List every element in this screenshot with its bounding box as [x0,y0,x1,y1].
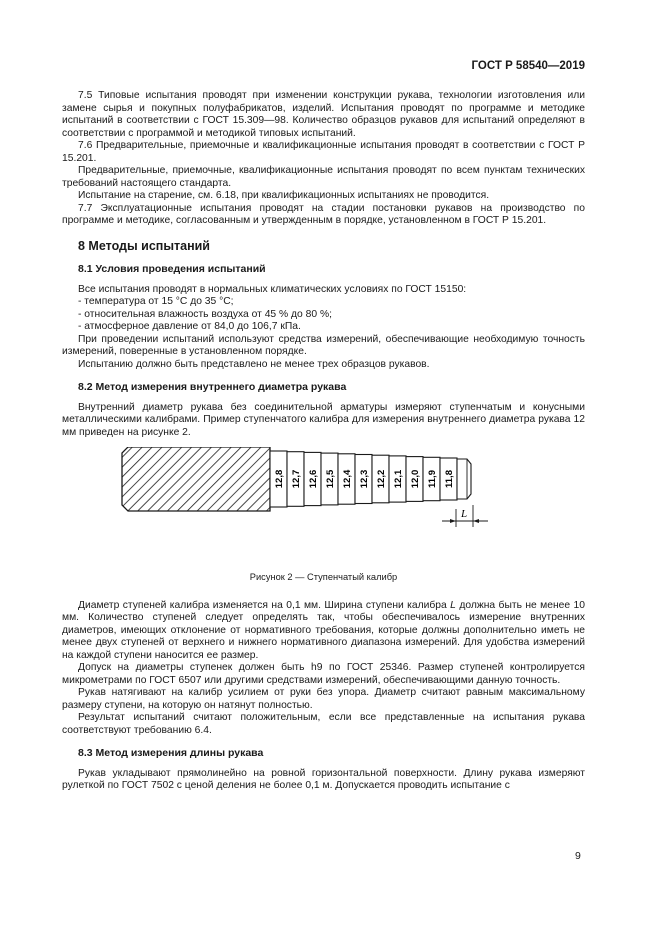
paragraph-7-5: 7.5 Типовые испытания проводят при изменении конструкции рукава, технологии изготовления или замене сырья и покупных полуфабрикатов, изделий. Испытания проводят по программе и методике испытаний в соответствии с ГОСТ 15.309—98. Количество образцов рукавов для испытаний определяют в соответствии с программой и методикой типовых испытаний. [62,90,585,139]
list-item-pressure: - атмосферное давление от 84,0 до 106,7 кПа. [78,321,301,332]
gauge-step-label: 12,3 [359,469,370,489]
section-8-3-title: 8.3 Метод измерения длины рукава [78,747,264,759]
gauge-step-label: 12,7 [291,469,302,489]
section-8-2-title: 8.2 Метод измерения внутреннего диаметра рукава [78,381,347,393]
step-width-symbol: L [450,599,456,611]
gauge-step-label: 12,8 [274,469,285,489]
list-item-humidity: - относительная влажность воздуха от 45 % до 80 %; [78,308,332,320]
paragraph-8-3-procedure: Рукав укладывают прямолинейно на ровной горизонтальной поверхности. Длину рукава измеряют рулеткой по ГОСТ 7502 с ценой деления не более 0,1 м. Допускается проводить испытание с [62,767,585,791]
gauge-step-label: 12,1 [393,469,404,489]
gauge-step-label: 12,0 [410,469,421,489]
step-diameter-text-start: Диаметр ступеней калибра изменяется на 0,1 мм. Ширина ступени калибра [78,599,451,611]
gauge-handle [122,447,270,511]
dimension-L [442,505,488,527]
dimension-L-label: L [460,508,468,520]
gauge-step-label: 11,9 [427,470,438,488]
page-content [62,90,585,793]
paragraph-8-2-procedure: Рукав натягивают на калибр усилием от руки без упора. Диаметр считают равным максимальному размеру ступени, на которую он натянут полностью. [62,687,585,711]
paragraph-8-1-samples: Испытанию должно быть представлено не менее трех образцов рукавов. [78,358,430,370]
paragraph-8-2-intro: Внутренний диаметр рукава без соединительной арматуры измеряют ступенчатым и конусными металлическими калибрами. Пример ступенчатого калибра для измерения внутреннего диаметра рукава 12 мм приведен на рисунке 2. [62,401,585,438]
list-item-temperature: - температура от 15 °С до 35 °С; [78,296,234,307]
gauge-step-label: 12,6 [308,469,319,489]
section-8-title: 8 Методы испытаний [78,238,210,253]
paragraph-7-6-qualification: Предварительные, приемочные, квалификационные испытания проводят по всем пунктам технических требований настоящего стандарта. [62,165,585,189]
paragraph-8-2-step-diameter [62,600,585,663]
paragraph-8-1-instruments: При проведении испытаний используют средства измерений, обеспечивающие необходимую точность измерений, поверенные в установленном порядке. [62,333,585,357]
paragraph-7-7: 7.7 Эксплуатационные испытания проводят на стадии постановки рукавов на производство по программе и методике, согласованным и утвержденным в порядке, установленном в ГОСТ Р 15.201. [62,202,585,226]
paragraph-7-6-aging: Испытание на старение, см. 6.18, при квалификационных испытаниях не проводится. [78,190,490,201]
gauge-tip [457,459,471,499]
step-diameter-text-end: должна быть не менее 10 мм. Количество ступеней следует определять так, чтобы обеспечивалось измерение внутренних диаметров, имеющих отклонение от нормативного требования, которые должны дополнительно иметь не менее двух ступеней от верхнего и нижнего нормативного диапазона измерений. Для удобства измерений на каждой ступени наносится ее размер. [62,599,585,661]
figure-step-gauge [62,447,585,565]
step-gauge-drawing [112,447,512,565]
gauge-step-label: 11,8 [444,470,455,488]
paragraph-8-1-intro: Все испытания проводят в нормальных климатических условиях по ГОСТ 15150: [78,283,467,295]
paragraph-8-2-tolerance: Допуск на диаметры ступенек должен быть h9 по ГОСТ 25346. Размер ступеней контролируется микрометрами по ГОСТ 6507 или другими средствами измерений, обеспечивающими данную точность. [62,662,585,686]
gauge-step-label: 12,2 [376,469,387,489]
section-8-1-title: 8.1 Условия проведения испытаний [78,263,266,275]
page-number: 9 [575,850,581,862]
gauge-step-label: 12,4 [342,469,353,489]
document-header-id: ГОСТ Р 58540—2019 [471,60,585,72]
gauge-step-label: 12,5 [325,469,336,489]
gauge-steps [270,451,471,507]
figure-caption: Рисунок 2 — Ступенчатый калибр [249,572,398,582]
paragraph-7-6: 7.6 Предварительные, приемочные и квалификационные испытания проводят в соответствии с ГОСТ Р 15.201. [62,140,585,164]
paragraph-8-2-result: Результат испытаний считают положительным, если все представленные на испытания рукава соответствуют требованию 6.4. [62,712,585,736]
